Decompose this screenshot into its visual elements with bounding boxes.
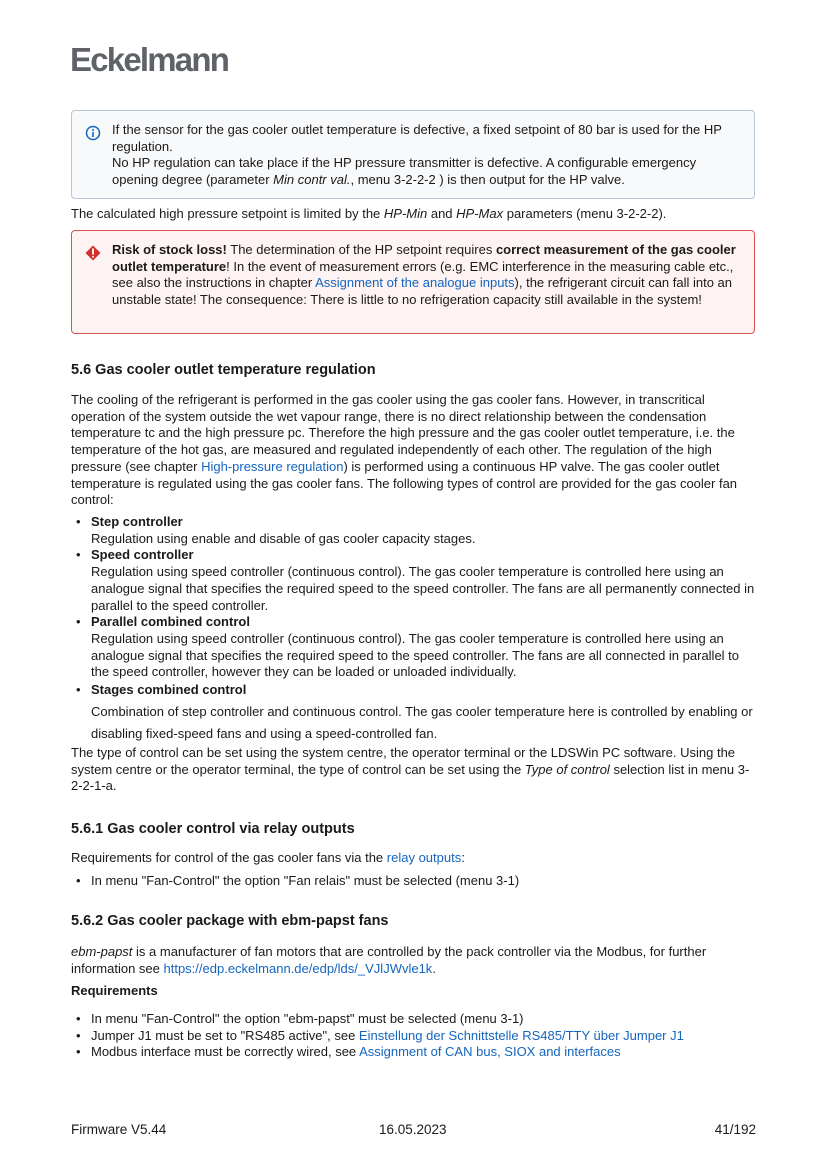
item-title: Step controller — [91, 514, 183, 529]
list-item — [71, 514, 757, 547]
text: Jumper J1 must be set to "RS485 active", see — [91, 1027, 359, 1043]
item-title: Parallel combined control — [91, 614, 250, 630]
warning-text — [112, 242, 742, 309]
analogue-inputs-link[interactable]: Assignment of the analogue inputs — [315, 275, 515, 291]
text: The cooling of the refrigerant is performed in the gas cooler using the gas cooler fans. However, in transcritical operation of the system outside the wet vapour range, there is no direct relationship between the condensation temperature tc and the high pressure pc. Therefore the high pressure and the gas cooler outlet temperature, i.e. the temperature of the hot gas, are measured and regulated independently of each other. The regulation of the high pressure (see chapter — [71, 392, 735, 474]
list-item — [71, 614, 757, 681]
text: is a manufacturer of fan motors that are controlled by the pack controller via the Modbus, for further information see — [71, 944, 707, 976]
control-types-list — [71, 514, 757, 745]
relay-list — [71, 873, 757, 890]
text: In menu "Fan-Control" the option "ebm-papst" must be selected (menu 3-1) — [91, 1011, 524, 1026]
warning-icon — [85, 245, 101, 261]
text: Requirements for control of the gas cooler fans via the — [71, 850, 387, 865]
relay-outputs-link[interactable]: relay outputs — [386, 850, 462, 865]
emphasis: correct measurement of the gas cooler outlet temperature — [112, 242, 736, 274]
text: The determination of the HP setpoint requires — [226, 242, 496, 257]
warning-note — [71, 230, 755, 334]
item-desc: Regulation using speed controller (continuous control). The gas cooler temperature is controlled here using an analogue signal that specifies the required speed to the speed controller. The fans are all connected in parallel to the speed controller, however they can be loaded or unloaded individually. — [91, 630, 740, 680]
high-pressure-regulation-link[interactable]: High-pressure regulation — [201, 458, 344, 474]
text: : — [461, 850, 465, 865]
ebm-papst-paragraph — [71, 944, 757, 977]
text: . — [432, 960, 436, 976]
warning-title: Risk of stock loss! — [112, 242, 227, 257]
param-name: Type of control — [524, 761, 610, 777]
section-heading-5-6-2: 5.6.2 Gas cooler package with ebm-papst fans — [71, 913, 389, 929]
text: ), the refrigerant circuit can fall into an unstable state! The consequence: There is little to no refrigeration capacity still available in the system! — [112, 275, 733, 308]
param-name: HP-Max — [456, 206, 504, 221]
info-icon — [85, 125, 101, 141]
item-desc: Combination of step controller and continuous control. The gas cooler temperature here is controlled by enabling or disabling fixed-speed fans and using a speed-controlled fan. — [91, 704, 753, 742]
info-text-1: If the sensor for the gas cooler outlet temperature is defective, a fixed setpoint of 80 bar is used for the HP regulation. — [112, 122, 722, 154]
control-type-paragraph — [71, 745, 757, 795]
limit-paragraph — [71, 206, 757, 223]
footer-date: 16.05.2023 — [379, 1122, 447, 1137]
section-heading-5-6-1: 5.6.1 Gas cooler control via relay outputs — [71, 821, 355, 837]
text: ) is performed using a continuous HP valve. The gas cooler outlet temperature is regulated using the gas cooler fans. The following types of control are provided for the gas cooler fan control: — [71, 458, 738, 508]
item-desc: Regulation using enable and disable of gas cooler capacity stages. — [91, 530, 476, 546]
text: ! In the event of measurement errors (e.g. EMC interference in the measuring cable etc., see also the instructions in chapter — [112, 258, 734, 291]
ebm-requirements-list — [71, 1011, 757, 1061]
text: The calculated high pressure setpoint is limited by the — [71, 206, 384, 221]
gas-cooler-intro-paragraph — [71, 392, 757, 509]
list-item — [71, 679, 757, 745]
relay-requirements — [71, 850, 757, 867]
item-title: Speed controller — [91, 547, 194, 563]
item-desc: Regulation using speed controller (continuous control). The gas cooler temperature is controlled here using an analogue signal that specifies the required speed to the speed controller. The fans are all permanently connected in parallel to the speed controller. — [91, 564, 755, 613]
edp-url-link[interactable]: https://edp.eckelmann.de/edp/lds/_VJlJWvle1k — [163, 960, 433, 976]
list-item — [71, 547, 757, 614]
text: The type of control can be set using the system centre, the operator terminal or the LDSWin PC software. Using the system centre or the operator terminal, the type of control can be set using the — [71, 745, 736, 777]
item-title: Stages combined control — [91, 682, 247, 698]
text: parameters (menu 3-2-2-2). — [503, 206, 667, 221]
list-item — [71, 1011, 757, 1028]
requirements-heading: Requirements — [71, 983, 158, 998]
jumper-j1-link[interactable]: Einstellung der Schnittstelle RS485/TTY über Jumper J1 — [358, 1027, 684, 1043]
text: Modbus interface must be correctly wired, see — [91, 1044, 360, 1060]
param-name: HP-Min — [383, 206, 428, 221]
can-bus-link[interactable]: Assignment of CAN bus, SIOX and interfaces — [359, 1044, 621, 1060]
text: No HP regulation can take place if the HP pressure transmitter is defective. A configurable emergency opening degree (parameter — [112, 155, 697, 188]
info-text-2 — [112, 155, 742, 188]
text: and — [427, 206, 457, 221]
text: selection list in menu 3-2-2-1-a. — [71, 761, 750, 794]
section-heading-5-6: 5.6 Gas cooler outlet temperature regulation — [71, 362, 376, 378]
param-name: Min contr val. — [273, 172, 351, 188]
info-note — [71, 110, 755, 199]
list-item — [71, 1044, 757, 1061]
brand-name: ebm-papst — [71, 944, 133, 959]
list-item: • In menu "Fan-Control" the option "Fan relais" must be selected (menu 3-1) — [71, 873, 757, 890]
eckelmann-logo: Eckelmann — [70, 41, 229, 78]
text: , menu 3-2-2-2 ) is then output for the HP valve. — [350, 172, 625, 188]
footer-page-number: 41/192 — [714, 1122, 756, 1137]
list-item — [71, 1028, 757, 1045]
footer-firmware: Firmware V5.44 — [71, 1122, 167, 1137]
